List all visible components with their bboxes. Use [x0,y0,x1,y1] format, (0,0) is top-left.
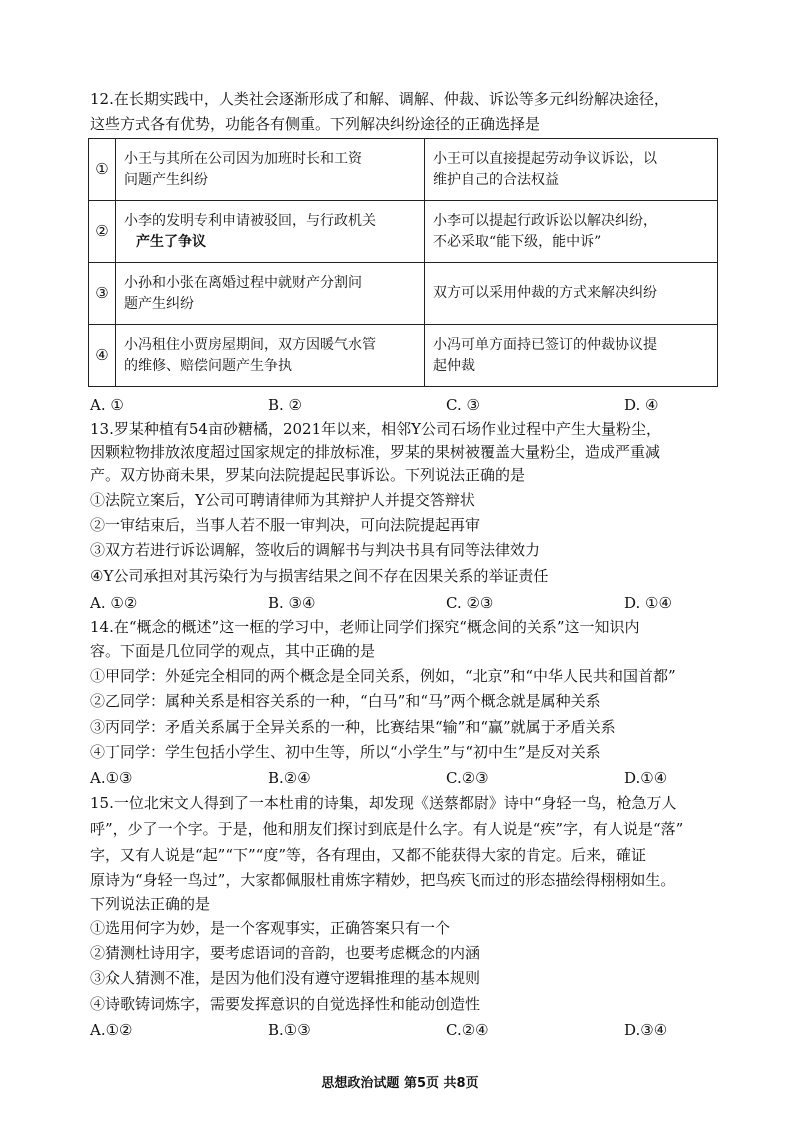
dispute-case-line: 的维修、赔偿问题产生争执 [124,357,292,374]
resolution-line: 维护自己的合法权益 [433,171,559,188]
resolution-cell [425,263,718,325]
q13-stem-line-1: 13.罗某种植有54亩砂糖橘，2021年以来，相邻Y公司石场作业过程中产生大量粉尘， [90,420,662,438]
resolution-cell [425,139,718,201]
option-c[interactable]: C.②④ [446,1021,489,1039]
q12-stem-line-2: 这些方式各有优势，功能各有侧重。下列解决纠纷途径的正确选择是 [90,115,541,133]
option-a[interactable]: A.①② [90,1021,133,1039]
q14-options [90,767,730,789]
q12-stem-line-1: 12.在长期实践中，人类社会逐渐形成了和解、调解、仲裁、诉讼等多元纠纷解决途径， [90,90,669,108]
q15-choice-2: ②猜测杜诗用字，要考虑语词的音韵，也要考虑概念的内涵 [90,944,481,962]
dispute-case-line: 小冯租住小贾房屋期间，双方因暖气水管 [124,336,376,353]
dispute-case-cell [116,139,425,201]
q14-stem-line-2: 容。下面是几位同学的观点，其中正确的是 [90,642,376,660]
row-number: ① [89,139,116,201]
option-a[interactable]: A. ①② [90,594,138,612]
resolution-line: 小冯可单方面持已签订的仲裁协议提 [433,336,657,353]
table-row [89,325,718,387]
option-b[interactable]: B. ③④ [268,594,316,612]
row-number: ③ [89,263,116,325]
option-a[interactable]: A.①③ [90,769,133,787]
dispute-case-line: 小王与其所在公司因为加班时长和工资 [124,150,362,167]
table-row [89,263,718,325]
resolution-line: 不必采取“能下级，能中诉” [433,233,602,250]
q14-choice-2: ②乙同学：属种关系是相容关系的一种，“白马”和“马”两个概念就是属种关系 [90,692,601,710]
option-d[interactable]: D.①④ [624,769,668,787]
q15-stem-line-5: 下列说法正确的是 [90,895,211,913]
q15-stem-line-2: 呼”，少了一个字。于是，他和朋友们探讨到底是什么字。有人说是“疾”字，有人说是“落” [90,820,684,838]
q14-choice-4: ④丁同学：学生包括小学生、初中生等，所以“小学生”与“初中生”是反对关系 [90,743,601,761]
q13-choice-2: ②一审结束后，当事人若不服一审判决，可向法院提起再审 [90,516,481,534]
q15-choice-3: ③众人猜测不准，是因为他们没有遵守逻辑推理的基本规则 [90,969,481,987]
row-number: ② [89,201,116,263]
q13-choice-1: ①法院立案后，Y公司可聘请律师为其辩护人并提交答辩状 [90,491,475,509]
option-d[interactable]: D. ①④ [624,594,672,612]
dispute-case-cell [116,201,425,263]
q14-stem-line-1: 14.在“概念的概述”这一框的学习中，老师让同学们探究“概念间的关系”这一知识内 [90,618,640,636]
dispute-case-line: 问题产生纠纷 [124,171,208,188]
row-number: ④ [89,325,116,387]
dispute-case-line: 小李的发明专利申请被驳回，与行政机关 [124,212,376,229]
option-c[interactable]: C. ③ [446,396,480,414]
option-a[interactable]: A. ① [90,396,124,414]
q12-table [88,138,718,387]
resolution-line: 双方可以采用仲裁的方式来解决纠纷 [433,285,657,301]
q14-choice-3: ③丙同学：矛盾关系属于全异关系的一种，比赛结果“输”和“赢”就属于矛盾关系 [90,718,616,736]
resolution-cell [425,325,718,387]
q13-choice-3: ③双方若进行诉讼调解，签收后的调解书与判决书具有同等法律效力 [90,541,541,559]
q15-stem-line-1: 15.一位北宋文人得到了一本杜甫的诗集，却发现《送蔡都尉》诗中“身轻一鸟，枪急万人 [90,794,677,812]
option-b[interactable]: B.②④ [268,769,311,787]
table-row [89,139,718,201]
q13-choice-4: ④Y公司承担对其污染行为与损害结果之间不存在因果关系的举证责任 [90,567,549,585]
resolution-line: 起仲裁 [433,357,475,374]
dispute-case-line: 小孙和小张在离婚过程中就财产分割问 [124,274,362,291]
option-c[interactable]: C. ②③ [446,594,494,612]
table-row [89,201,718,263]
page-footer: 思想政治试题 第5页 共8页 [321,1076,479,1091]
dispute-case-line: 题产生纠纷 [124,295,194,312]
option-b[interactable]: B.①③ [268,1021,311,1039]
q15-choice-1: ①选用何字为妙，是一个客观事实，正确答案只有一个 [90,919,451,937]
option-d[interactable]: D.③④ [624,1021,668,1039]
dispute-case-line: 产生了争议 [136,233,206,250]
option-d[interactable]: D. ④ [624,396,659,414]
q15-stem-line-3: 字，又有人说是“起”“下”“度”等，各有理由，又都不能获得大家的肯定。后来，確证 [90,846,647,864]
q14-choice-1: ①甲同学：外延完全相同的两个概念是全同关系，例如，“北京”和“中华人民共和国首都” [90,667,676,685]
q12-options [90,394,730,416]
option-b[interactable]: B. ② [268,396,303,414]
option-c[interactable]: C.②③ [446,769,489,787]
resolution-cell [425,201,718,263]
q15-choice-4: ④诗歌铸词炼字，需要发挥意识的自觉选择性和能动创造性 [90,995,481,1013]
q15-stem-line-4: 原诗为“身轻一鸟过”，大家都佩服杜甫炼字精妙，把鸟疾飞而过的形态描绘得栩栩如生。 [90,871,676,889]
q15-options [90,1019,730,1041]
resolution-line: 小李可以提起行政诉讼以解决纠纷， [433,212,657,229]
q13-stem-line-3: 产。双方协商未果，罗某向法院提起民事诉讼。下列说法正确的是 [90,466,526,484]
q13-stem-line-2: 因颗粒物排放浓度超过国家规定的排放标准，罗某的果树被覆盖大量粉尘，造成严重减 [90,443,661,461]
dispute-case-cell [116,325,425,387]
q13-options [90,592,730,614]
resolution-line: 小王可以直接提起劳动争议诉讼，以 [433,150,657,167]
dispute-case-cell [116,263,425,325]
